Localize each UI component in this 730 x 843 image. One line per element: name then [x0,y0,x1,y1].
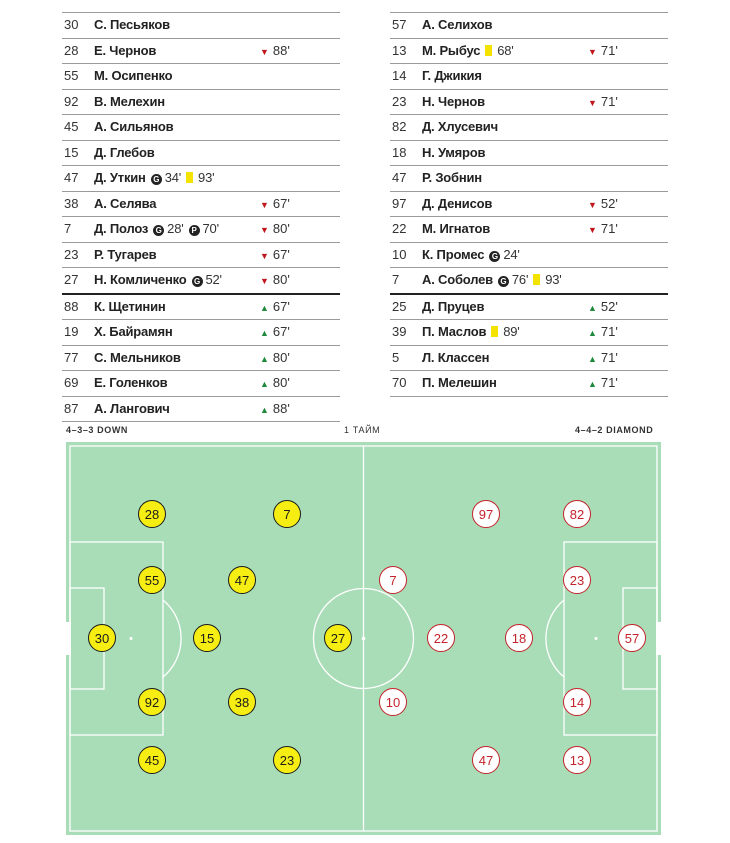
player-row [390,12,668,39]
away-player-token: 18 [505,624,533,652]
sub-minute: 71' [600,375,618,390]
player-name: К. Промес G 24' [422,243,520,268]
event-minute: 93' [545,272,562,287]
player-row [390,90,668,116]
yellow-card-icon [186,172,193,183]
player-row [62,90,340,116]
player-name: К. Щетинин [94,298,166,314]
player-row [390,64,668,90]
away-roster [390,12,668,397]
sub-out-icon: ▼ [588,199,597,210]
home-player-token: 47 [228,566,256,594]
player-number: 82 [392,119,407,134]
player-name: А. Селява [94,195,157,211]
substitution [260,268,290,294]
player-number: 38 [64,195,79,211]
player-row [62,12,340,39]
goal-event [153,217,183,242]
player-name: Е. Голенков [94,375,168,390]
football-pitch [66,442,661,835]
sub-minute: 71' [600,93,618,109]
away-player-token: 47 [472,746,500,774]
goal-icon: G [151,174,162,185]
substitution [588,320,618,346]
player-row [390,268,668,295]
player-row [390,217,668,243]
player-number: 47 [64,170,79,185]
player-row [390,115,668,141]
sub-minute: 67' [272,298,290,314]
player-number: 70 [392,375,407,390]
player-number: 15 [64,144,79,160]
sub-out-icon: ▼ [588,46,597,57]
player-name: А. Сильянов [94,119,174,134]
substitution [588,371,618,397]
player-name: В. Мелехин [94,93,165,109]
home-player-token: 38 [228,688,256,716]
sub-minute: 71' [600,324,618,339]
player-name: Л. Классен [422,349,490,365]
event-minute: 34' [164,170,182,185]
player-name: М. Игнатов [422,221,491,236]
player-number: 19 [64,324,79,339]
substitution [260,320,290,346]
player-row [62,243,340,269]
event-minute: 70' [202,221,219,236]
player-row [390,346,668,372]
sub-minute: 88' [272,400,290,416]
event-minute: 89' [503,324,520,339]
player-number: 23 [64,246,79,262]
player-number: 45 [64,119,79,134]
home-player-token: 23 [273,746,301,774]
goal-event [192,268,222,293]
home-formation-label: 4–3–3 DOWN [66,425,129,435]
yellow-event [533,268,561,293]
away-player-token: 14 [563,688,591,716]
substitution [588,90,618,116]
player-name: Д. Хлусевич [422,119,498,134]
substitution [588,192,618,218]
player-name: Д. Уткин G 34' 93' [94,166,214,191]
player-number: 5 [392,349,400,365]
sub-out-icon: ▼ [588,225,597,235]
sub-out-icon: ▼ [260,199,269,210]
sub-in-icon: ▲ [588,302,597,313]
player-number: 14 [392,68,407,83]
period-label: 1 ТАЙМ [344,425,381,435]
player-row [390,295,668,321]
player-number: 7 [64,221,72,236]
player-row [62,295,340,321]
penalty-event [189,217,219,242]
sub-minute: 80' [272,272,290,287]
home-player-token: 15 [193,624,221,652]
player-name: П. Мелешин [422,375,497,390]
away-player-token: 22 [427,624,455,652]
player-number: 28 [64,42,79,58]
home-roster [62,12,340,422]
player-name: С. Песьяков [94,17,170,32]
player-row [62,371,340,397]
player-number: 22 [392,221,407,236]
player-number: 39 [392,324,407,339]
player-number: 27 [64,272,79,287]
sub-in-icon: ▲ [260,353,269,364]
sub-minute: 80' [272,349,290,365]
substitution [260,371,290,397]
player-number: 88 [64,298,79,314]
sub-minute: 80' [272,375,290,390]
player-name: А. Селихов [422,17,493,32]
yellow-card-icon [491,326,498,337]
sub-minute: 67' [272,195,290,211]
away-player-token: 23 [563,566,591,594]
sub-in-icon: ▲ [260,328,269,338]
player-row [62,141,340,167]
home-player-token: 30 [88,624,116,652]
event-minute: 24' [503,246,520,262]
sub-in-icon: ▲ [588,353,597,364]
substitution [260,295,290,321]
away-formation-label: 4–4–2 DIAMOND [575,425,654,435]
player-name: Н. Умяров [422,144,486,160]
player-number: 23 [392,93,407,109]
sub-minute: 52' [600,298,618,314]
away-player-token: 13 [563,746,591,774]
player-name: Н. Чернов [422,93,485,109]
player-row [62,39,340,65]
player-number: 47 [392,170,407,185]
player-name: Х. Байрамян [94,324,173,339]
penalty-goal-icon: P [189,225,200,236]
substitution [588,39,618,65]
player-number: 57 [392,17,407,32]
player-row [62,166,340,192]
away-player-token: 97 [472,500,500,528]
player-name: С. Мельников [94,349,181,365]
player-row [62,115,340,141]
substitution [588,295,618,321]
sub-minute: 71' [600,42,618,58]
goal-icon: G [489,251,500,262]
sub-minute: 67' [272,324,290,339]
sub-minute: 88' [272,42,290,58]
event-minute: 68' [497,42,514,58]
player-row [390,166,668,192]
yellow-event [485,39,513,64]
player-row [390,320,668,346]
player-row [62,320,340,346]
home-player-token: 27 [324,624,352,652]
yellow-card-icon [533,274,540,285]
player-name: Д. Глебов [94,144,155,160]
player-row [62,217,340,243]
player-row [390,243,668,269]
home-player-token: 28 [138,500,166,528]
player-name: Н. Комличенко G 52' [94,268,222,293]
sub-in-icon: ▲ [260,379,269,389]
yellow-card-icon [485,45,492,56]
player-row [62,192,340,218]
substitution [588,346,618,372]
goal-event [151,166,181,191]
substitution [260,346,290,372]
player-row [62,268,340,295]
player-name: Р. Зобнин [422,170,482,185]
sub-minute: 52' [600,195,618,211]
player-number: 30 [64,17,79,32]
yellow-event [186,166,214,191]
player-number: 55 [64,68,79,83]
sub-out-icon: ▼ [588,97,597,108]
away-player-token: 82 [563,500,591,528]
sub-in-icon: ▲ [260,404,269,415]
player-number: 25 [392,298,407,314]
away-player-token: 57 [618,624,646,652]
player-name: А. Соболев G 76' 93' [422,268,562,293]
home-player-token: 92 [138,688,166,716]
player-name: П. Маслов 89' [422,320,520,345]
sub-minute: 71' [600,349,618,365]
player-row [390,141,668,167]
sub-out-icon: ▼ [260,225,269,235]
player-name: Г. Джикия [422,68,482,83]
goal-event [498,268,528,293]
player-name: М. Осипенко [94,68,173,83]
sub-in-icon: ▲ [260,302,269,313]
player-number: 69 [64,375,79,390]
goal-event [489,243,519,268]
player-number: 97 [392,195,407,211]
substitution [260,243,290,269]
player-name: Д. Пруцев [422,298,485,314]
player-row [390,192,668,218]
goal-icon: G [153,225,164,236]
player-row [62,64,340,90]
player-row [390,39,668,65]
event-minute: 28' [167,221,184,236]
player-number: 18 [392,144,407,160]
player-number: 7 [392,272,400,287]
event-minute: 76' [511,272,529,287]
player-number: 87 [64,400,79,416]
sub-out-icon: ▼ [260,46,269,57]
goal-icon: G [498,276,509,287]
substitution [260,192,290,218]
away-player-token: 10 [379,688,407,716]
sub-minute: 67' [272,246,290,262]
sub-in-icon: ▲ [588,379,597,389]
substitution [260,217,290,243]
sub-in-icon: ▲ [588,328,597,338]
player-number: 77 [64,349,79,365]
substitution [260,39,290,65]
player-number: 92 [64,93,79,109]
goal-icon: G [192,276,203,287]
substitution [260,397,290,423]
away-player-token: 7 [379,566,407,594]
sub-out-icon: ▼ [260,276,269,286]
player-name: Е. Чернов [94,42,157,58]
player-row [62,346,340,372]
player-number: 10 [392,246,407,262]
home-player-token: 45 [138,746,166,774]
home-player-token: 7 [273,500,301,528]
sub-minute: 80' [272,221,290,236]
sub-minute: 71' [600,221,618,236]
substitution [588,217,618,243]
player-name: Р. Тугарев [94,246,157,262]
player-number: 13 [392,42,407,58]
home-player-token: 55 [138,566,166,594]
player-name: М. Рыбус 68' [422,39,514,64]
event-minute: 52' [205,272,222,287]
sub-out-icon: ▼ [260,250,269,261]
player-name: Д. Полоз G 28' P 70' [94,217,219,242]
player-name: А. Лангович [94,400,170,416]
player-row [62,397,340,423]
player-name: Д. Денисов [422,195,493,211]
yellow-event [491,320,519,345]
event-minute: 93' [198,170,215,185]
player-row [390,371,668,397]
